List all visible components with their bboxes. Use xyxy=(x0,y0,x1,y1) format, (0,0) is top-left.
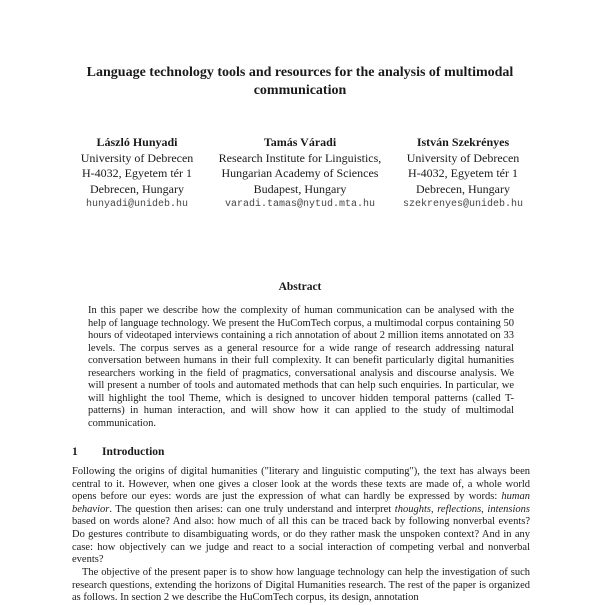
author-affiliation: University of Debrecen xyxy=(80,150,194,165)
intro-paragraph-2: The objective of the present paper is to show how language technology can help the investigation of such research questions, extending the horizons of Digital Humanities research. The rest of the paper is organized as follows. In section 2 we describe the HuComTech corpus, its design, annotation xyxy=(72,567,530,604)
author-affiliation: Research Institute for Linguistics, xyxy=(218,150,382,165)
section-heading xyxy=(72,446,164,458)
author-block-1 xyxy=(72,135,202,213)
author-address: Hungarian Academy of Sciences xyxy=(221,166,379,180)
text-run: , xyxy=(481,503,488,515)
intro-paragraph-1 xyxy=(72,466,530,567)
text-run: , xyxy=(430,503,438,515)
text-run: Following the origins of digital humanities ("literary and linguistic computing"), the text has always been central to it. However, when one gives a closer look at the words these texts are made of, a whole world opens before our eyes: words are just the expression of what can hardly be expressed by words: xyxy=(72,466,530,503)
author-city: Debrecen, Hungary xyxy=(416,181,510,196)
abstract-text: In this paper we describe how the complexity of human communication can be analysed with the help of language technology. We present the HuComTech corpus, a multimodal corpus containing 50 hours of videotaped interviews containing a rich annotation of about 2 million items annotated on 33 levels. The corpus serves as a general resource for a wide range of research addressing natural conversation between humans in their full complexity. It can benefit particularly digital humanities researchers working in the field of pragmatics, conversational analysis and discourse analysis. We will present a number of tools and automated methods that can help such enquiries. In particular, we will highlight the tool Theme, which is designed to uncover hidden temporal patterns (called T-patterns) in human interaction, and will show how it can applied to the study of multimodal communication. xyxy=(88,305,514,429)
author-affiliation: University of Debrecen xyxy=(406,150,520,165)
author-address: H-4032, Egyetem tér 1 xyxy=(82,166,192,180)
author-name: Tamás Váradi xyxy=(263,135,337,149)
emphasis-text: intensions xyxy=(487,503,530,515)
emphasis-text: thoughts xyxy=(394,503,431,515)
emphasis-text: reflections xyxy=(437,503,482,515)
author-city: Budapest, Hungary xyxy=(253,181,347,196)
author-email[interactable]: szekrenyes@unideb.hu xyxy=(402,199,524,210)
abstract-heading: Abstract xyxy=(278,281,322,293)
text-run: . The question then arises: can one truly understand and interpret xyxy=(109,503,395,515)
paper-title: Language technology tools and resources for the analysis of multimodal communication xyxy=(86,65,514,98)
author-block-3 xyxy=(393,135,533,213)
emphasis-text: human behavior xyxy=(72,491,530,515)
section-title: Introduction xyxy=(102,446,165,458)
section-number: 1 xyxy=(72,446,78,458)
author-block-2 xyxy=(210,135,390,213)
author-name: László Hunyadi xyxy=(96,135,178,149)
author-email[interactable]: varadi.tamas@nytud.mta.hu xyxy=(224,199,376,210)
author-email[interactable]: hunyadi@unideb.hu xyxy=(85,199,189,210)
text-run: based on words alone? And also: how much of all this can be traced back by following nonverbal events? Do gestures contribute to disambiguating words, or do they rather mask the unspoken context? And in any case: how objectively can we judge and react to a social interaction of competing verbal and nonverbal events? xyxy=(72,516,530,566)
author-name: István Szekrényes xyxy=(416,135,510,149)
author-city: Debrecen, Hungary xyxy=(90,181,184,196)
author-address: H-4032, Egyetem tér 1 xyxy=(408,166,518,180)
